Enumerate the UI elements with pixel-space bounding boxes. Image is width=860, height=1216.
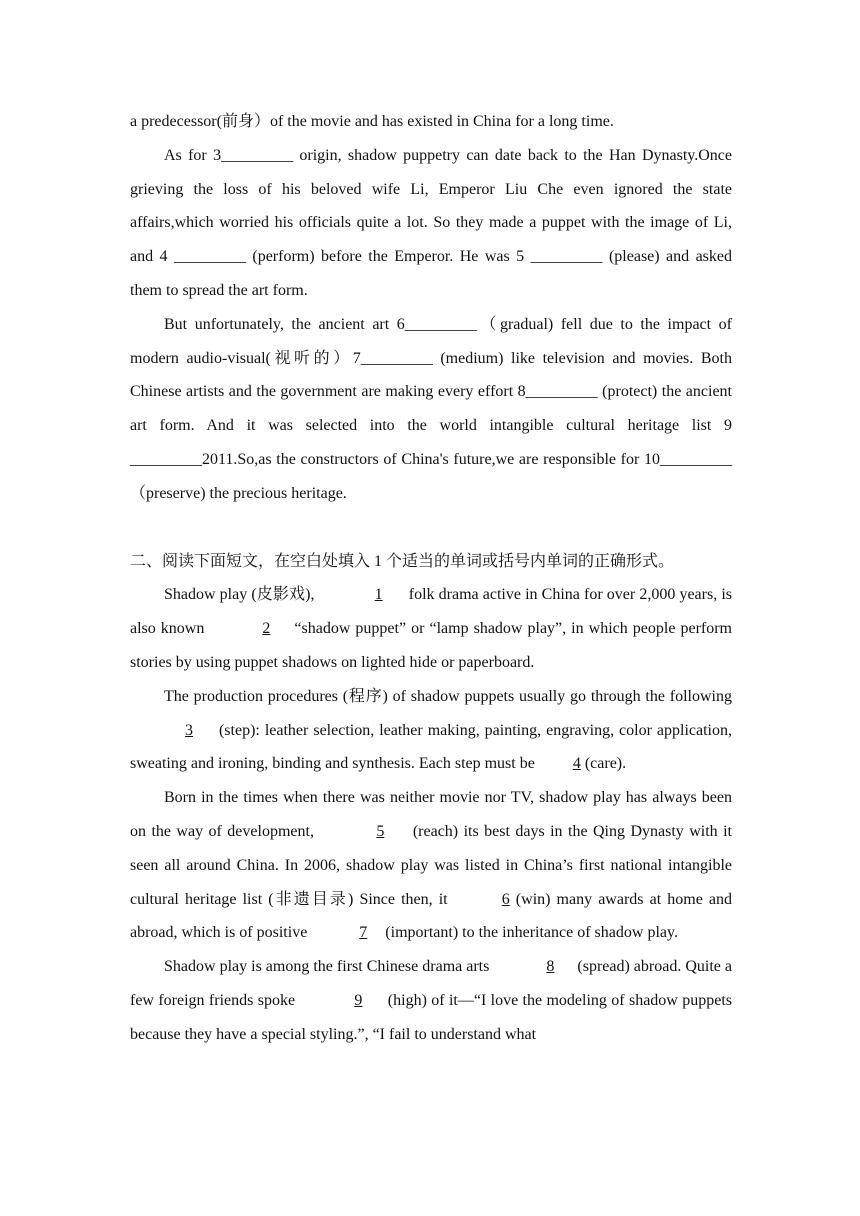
section2-paragraph-3	[130, 781, 732, 950]
text-run: Shadow play (皮影戏),	[164, 586, 319, 604]
passage1-paragraph-origin: As for 3_________ origin, shadow puppetry can date back to the Han Dynasty.Once grieving the loss of his beloved wife Li, Emperor Liu Che even ignored the state affairs,which worried his officials quite a lot. So they made a puppet with the image of Li, and 4 _________ (perform) before the Emperor. He was 5 _________ (please) and asked them to spread the art form.	[130, 146, 732, 299]
blank-6[interactable]: 6	[501, 890, 510, 908]
blank-3[interactable]: 3	[185, 721, 193, 739]
section2-paragraph-1	[130, 578, 732, 679]
text-run: (reach) its best days in the Qing Dynasty with it seen all around China. In 2006, shadow play was listed in China’s first national intangible cultural heritage list (非遗目录) Since then, it	[130, 822, 732, 908]
text-run: (important) to the inheritance of shadow play.	[381, 924, 678, 942]
passage1-paragraph-decline: But unfortunately, the ancient art 6_________（gradual) fell due to the impact of modern audio-visual(视听的）7_________ (medium) like television and movies. Both Chinese artists and the government are making every effort 8_________ (protect) the ancient art form. And it was selected into the world intangible cultural heritage list 9 _________2011.So,as the constructors of China's future,we are responsible for 10_________（preserve) the precious heritage.	[130, 315, 732, 502]
section2-heading: 二、阅读下面短文，在空白处填入 1 个适当的单词或括号内单词的正确形式。	[130, 552, 675, 570]
blank-2[interactable]: 2	[262, 620, 271, 638]
text-run: folk drama active in China for over 2,000 years, is also known	[130, 586, 733, 638]
passage1-line0: a predecessor(前身）of the movie and has existed in China for a long time.	[130, 113, 614, 130]
document-body	[130, 105, 732, 1052]
text-run: (spread) abroad. Quite a few foreign friends spoke	[130, 958, 733, 1009]
blank-7[interactable]: 7	[359, 924, 368, 942]
blank-9[interactable]: 9	[354, 991, 363, 1009]
section2-paragraph-2	[130, 680, 732, 781]
text-run: Born in the times when there was neither movie nor TV, shadow play has always been on the way of development,	[130, 789, 732, 840]
text-run: Shadow play is among the first Chinese drama arts	[164, 958, 494, 976]
blank-5[interactable]: 5	[376, 822, 385, 840]
blank-4[interactable]: 4	[572, 755, 581, 773]
text-run: (high) of it—“I love the modeling of shadow puppets because they have a special styling.”, “I fail to understand what	[130, 991, 732, 1043]
section2-paragraph-4	[130, 950, 732, 1051]
text-run: (step): leather selection, leather making, painting, engraving, color application, sweating and ironing, binding and synthesis. Each step must be	[130, 721, 732, 773]
section-spacer	[130, 511, 732, 545]
text-run: (care).	[580, 755, 627, 773]
text-run: “shadow puppet” or “lamp shadow play”, in which people perform stories by using puppet shadows on lighted hide or paperboard.	[130, 620, 733, 671]
text-run: The production procedures (程序) of shadow puppets usually go through the following	[164, 687, 732, 705]
blank-8[interactable]: 8	[546, 958, 555, 976]
text-run: (win) many awards at home and abroad, which is of positive	[130, 890, 732, 942]
blank-1[interactable]: 1	[374, 586, 383, 604]
